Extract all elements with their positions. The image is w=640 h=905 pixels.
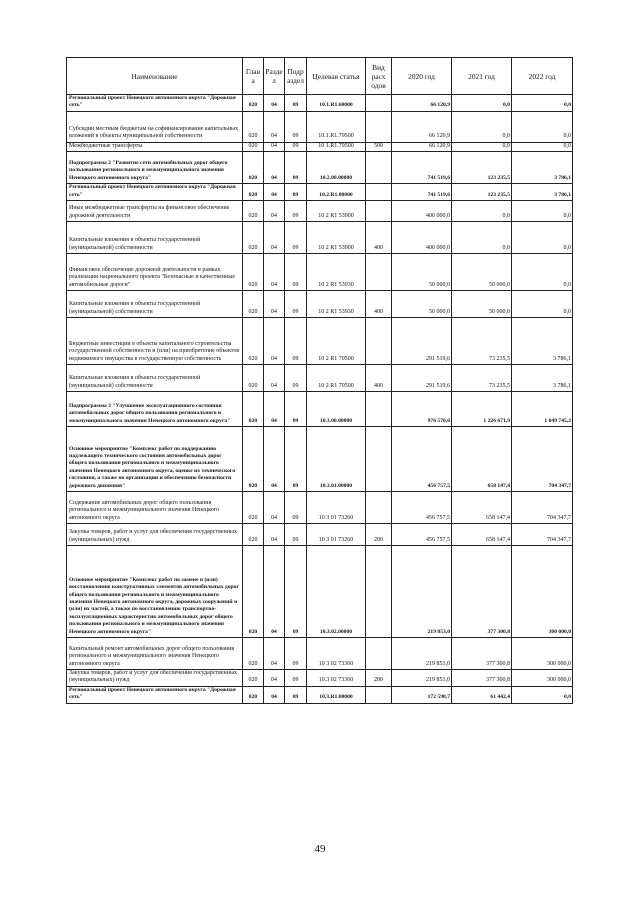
table-row — [67, 392, 573, 427]
row-target-article: 10.3.R1.00000 — [307, 686, 366, 703]
row-glava: 020 — [243, 638, 264, 670]
row-amount-2020: 456 757,5 — [392, 492, 452, 524]
row-amount-2021: 123 235,5 — [452, 184, 512, 201]
row-expense-type: 200 — [366, 670, 392, 687]
row-amount-2020: 291 519,6 — [392, 365, 452, 392]
row-amount-2020: 66 120,9 — [392, 111, 452, 142]
row-amount-2020: 66 120,9 — [392, 142, 452, 151]
row-amount-2020: 219 853,0 — [392, 546, 452, 638]
row-glava: 020 — [243, 152, 264, 184]
row-razdel: 04 — [264, 222, 285, 254]
header-year-2022: 2022 год — [512, 58, 573, 95]
row-name: Капитальные вложения в объекты государственной (муниципальной) собственности — [67, 291, 243, 318]
row-target-article: 10.3.02.00000 — [307, 546, 366, 638]
table-row — [67, 152, 573, 184]
row-target-article: 10.1.R1.60000 — [307, 95, 366, 112]
row-expense-type: 200 — [366, 524, 392, 546]
row-amount-2021: 377 300,8 — [452, 638, 512, 670]
row-razdel: 04 — [264, 111, 285, 142]
row-glava: 020 — [243, 546, 264, 638]
table-row — [67, 318, 573, 365]
row-name: Основное мероприятие "Комплекс работ по замене и (или) восстановлению конструктивных элементов автомобильных дорог общего пользования регионального и межмуниципального значения Ненецкого автономного округа, дорожных сооружений и (или) их частей, а также по восстановлению транспортно-эксплуатационных характеристик автомобильных дорог общего пользования регионального и межмуниципального значения Ненецкого автономного округа" — [67, 546, 243, 638]
row-amount-2021: 73 235,5 — [452, 318, 512, 365]
table-row — [67, 670, 573, 687]
row-target-article: 10 2 R1 53930 — [307, 291, 366, 318]
row-glava: 020 — [243, 95, 264, 112]
row-amount-2022: 0,0 — [512, 222, 573, 254]
row-podrazdel: 09 — [285, 670, 307, 687]
row-target-article: 10 2 R1 70500 — [307, 365, 366, 392]
row-amount-2021: 50 000,0 — [452, 254, 512, 291]
header-year-2021: 2021 год — [452, 58, 512, 95]
row-razdel: 04 — [264, 524, 285, 546]
header-glava: Глав а — [243, 58, 264, 95]
row-glava: 020 — [243, 670, 264, 687]
header-expense-type: Вид расх одов — [366, 58, 392, 95]
header-row — [67, 58, 573, 95]
table-row — [67, 524, 573, 546]
row-amount-2020: 400 000,0 — [392, 201, 452, 222]
row-amount-2021: 0,0 — [452, 111, 512, 142]
row-amount-2021: 0,0 — [452, 201, 512, 222]
row-amount-2022: 0,0 — [512, 686, 573, 703]
row-glava: 020 — [243, 392, 264, 427]
row-name: Региональный проект Ненецкого автономного округа "Дорожная сеть" — [67, 184, 243, 201]
row-name: Межбюджетные трансферты — [67, 142, 243, 151]
row-amount-2020: 741 519,6 — [392, 184, 452, 201]
row-amount-2021: 73 235,5 — [452, 365, 512, 392]
row-expense-type — [366, 318, 392, 365]
row-amount-2021: 61 442,4 — [452, 686, 512, 703]
row-razdel: 04 — [264, 546, 285, 638]
row-target-article: 10 3 01 73260 — [307, 524, 366, 546]
row-podrazdel: 09 — [285, 638, 307, 670]
row-expense-type — [366, 152, 392, 184]
row-target-article: 10.3 02 73360 — [307, 670, 366, 687]
table-row — [67, 201, 573, 222]
row-expense-type: 400 — [366, 365, 392, 392]
table-row — [67, 546, 573, 638]
table-row — [67, 111, 573, 142]
row-podrazdel: 09 — [285, 254, 307, 291]
row-amount-2020: 219 853,0 — [392, 670, 452, 687]
row-glava: 020 — [243, 142, 264, 151]
row-glava: 020 — [243, 254, 264, 291]
row-expense-type — [366, 95, 392, 112]
row-amount-2022: 3 786,1 — [512, 152, 573, 184]
row-target-article: 10.2.R1.00000 — [307, 184, 366, 201]
table-row — [67, 492, 573, 524]
row-expense-type — [366, 392, 392, 427]
row-razdel: 04 — [264, 95, 285, 112]
budget-table — [66, 57, 573, 704]
row-razdel: 04 — [264, 427, 285, 492]
row-podrazdel: 09 — [285, 142, 307, 151]
row-name: Капитальные вложения в объекты государственной (муниципальной) собственности — [67, 222, 243, 254]
row-amount-2022: 3 786,1 — [512, 318, 573, 365]
row-amount-2021: 50 000,0 — [452, 291, 512, 318]
row-target-article: 10.2.00.00000 — [307, 152, 366, 184]
table-row — [67, 686, 573, 703]
row-podrazdel: 09 — [285, 546, 307, 638]
row-amount-2021: 658 147,4 — [452, 492, 512, 524]
row-amount-2020: 741 519,6 — [392, 152, 452, 184]
table-row — [67, 427, 573, 492]
row-amount-2020: 291 519,6 — [392, 318, 452, 365]
table-row — [67, 142, 573, 151]
row-amount-2020: 976 576,6 — [392, 392, 452, 427]
row-razdel: 04 — [264, 291, 285, 318]
row-name: Содержание автомобильных дорог общего пользования регионального и межмуниципального значения Ненецкого автономного округа — [67, 492, 243, 524]
row-razdel: 04 — [264, 254, 285, 291]
row-expense-type: 400 — [366, 222, 392, 254]
row-name: Закупка товаров, работ и услуг для обеспечения государственных (муниципальных) нужд — [67, 524, 243, 546]
row-amount-2022: 300 000,0 — [512, 638, 573, 670]
row-podrazdel: 09 — [285, 524, 307, 546]
row-name: Субсидии местным бюджетам на софинансирование капитальных вложений в объекты муниципальной собственности — [67, 111, 243, 142]
row-target-article: 10 3 02 73360 — [307, 638, 366, 670]
row-amount-2020: 50 000,0 — [392, 254, 452, 291]
row-name: Подпрограмма 3 "Улучшение эксплуатационного состояния автомобильных дорог общего пользования регионального и межмуниципального значения Ненецкого автономного округа" — [67, 392, 243, 427]
row-amount-2022: 0,0 — [512, 201, 573, 222]
row-expense-type — [366, 492, 392, 524]
row-podrazdel: 09 — [285, 201, 307, 222]
row-amount-2021: 377 300,8 — [452, 546, 512, 638]
row-razdel: 04 — [264, 670, 285, 687]
row-name: Бюджетные инвестиции в объекты капитального строительства государственной собственности и (или) на приобретение объектов недвижимого имущества в государственную собственность — [67, 318, 243, 365]
row-amount-2021: 0,0 — [452, 222, 512, 254]
row-amount-2021: 658 147,4 — [452, 524, 512, 546]
table-row — [67, 222, 573, 254]
row-podrazdel: 09 — [285, 184, 307, 201]
row-glava: 020 — [243, 222, 264, 254]
row-podrazdel: 09 — [285, 427, 307, 492]
row-amount-2020: 456 757,5 — [392, 524, 452, 546]
table-row — [67, 184, 573, 201]
row-name: Региональный проект Ненецкого автономного округа "Дорожная сеть" — [67, 95, 243, 112]
row-glava: 020 — [243, 686, 264, 703]
row-amount-2022: 300 000,0 — [512, 670, 573, 687]
row-name: Закупка товаров, работ и услуг для обеспечения государственных (муниципальных) нужд — [67, 670, 243, 687]
row-target-article: 10 2 R1 53900 — [307, 201, 366, 222]
row-target-article: 10.1.R1.79500 — [307, 111, 366, 142]
row-expense-type — [366, 111, 392, 142]
row-podrazdel: 09 — [285, 111, 307, 142]
row-name: Иные межбюджетные трансферты на финансовое обеспечение дорожной деятельности — [67, 201, 243, 222]
row-razdel: 04 — [264, 392, 285, 427]
row-expense-type — [366, 638, 392, 670]
header-razdel: Разде л — [264, 58, 285, 95]
row-razdel: 04 — [264, 184, 285, 201]
table-row — [67, 638, 573, 670]
row-razdel: 04 — [264, 152, 285, 184]
row-amount-2020: 456 757,5 — [392, 427, 452, 492]
row-podrazdel: 09 — [285, 222, 307, 254]
row-podrazdel: 09 — [285, 152, 307, 184]
row-glava: 020 — [243, 365, 264, 392]
row-amount-2022: 704 347,7 — [512, 524, 573, 546]
row-razdel: 04 — [264, 686, 285, 703]
header-name: Наименование — [67, 58, 243, 95]
row-glava: 020 — [243, 318, 264, 365]
header-year-2020: 2020 год — [392, 58, 452, 95]
table-row — [67, 365, 573, 392]
row-amount-2020: 172 598,7 — [392, 686, 452, 703]
row-amount-2021: 377 300,8 — [452, 670, 512, 687]
row-amount-2021: 0,0 — [452, 95, 512, 112]
row-glava: 020 — [243, 524, 264, 546]
row-razdel: 04 — [264, 142, 285, 151]
row-name: Капитальный ремонт автомобильных дорог общего пользования регионального и межмуниципального значения Ненецкого автономного округа — [67, 638, 243, 670]
row-name: Региональный проект Ненецкого автономного округа "Дорожная сеть" — [67, 686, 243, 703]
row-razdel: 04 — [264, 492, 285, 524]
table-row — [67, 254, 573, 291]
row-target-article: 10.3.00.00000 — [307, 392, 366, 427]
row-razdel: 04 — [264, 201, 285, 222]
row-amount-2022: 0,0 — [512, 111, 573, 142]
row-target-article: 10 1.R1.79500 — [307, 142, 366, 151]
row-amount-2022: 300 000,0 — [512, 546, 573, 638]
row-amount-2020: 219 853,0 — [392, 638, 452, 670]
row-expense-type: 500 — [366, 142, 392, 151]
row-amount-2022: 0,0 — [512, 254, 573, 291]
row-amount-2022: 3 786,1 — [512, 365, 573, 392]
row-expense-type — [366, 184, 392, 201]
row-amount-2021: 123 235,5 — [452, 152, 512, 184]
row-glava: 020 — [243, 492, 264, 524]
page-number: 49 — [314, 843, 326, 855]
row-expense-type — [366, 686, 392, 703]
row-expense-type — [366, 546, 392, 638]
row-amount-2020: 400 000,0 — [392, 222, 452, 254]
table-row — [67, 95, 573, 112]
row-amount-2021: 1 226 671,9 — [452, 392, 512, 427]
row-podrazdel: 09 — [285, 686, 307, 703]
row-glava: 020 — [243, 427, 264, 492]
row-name: Финансовое обеспечение дорожной деятельности в рамках реализации национального проекта "Безопасные и качественные автомобильные дороги" — [67, 254, 243, 291]
row-name: Основное мероприятие "Комплекс работ по поддержанию надлежащего технического состояния автомобильных дорог общего пользования регионального и межмуниципального значения Ненецкого автономного округа, оценке их технического состояния, а также по организации и обеспечению безопасности дорожного движения" — [67, 427, 243, 492]
row-amount-2021: 0,0 — [452, 142, 512, 151]
row-amount-2021: 658 147,4 — [452, 427, 512, 492]
row-target-article: 10 2 R1 53900 — [307, 222, 366, 254]
row-target-article: 10 3 01 73260 — [307, 492, 366, 524]
row-expense-type — [366, 201, 392, 222]
row-razdel: 04 — [264, 365, 285, 392]
row-podrazdel: 09 — [285, 318, 307, 365]
row-target-article: 10.3.01.00000 — [307, 427, 366, 492]
row-podrazdel: 09 — [285, 365, 307, 392]
row-podrazdel: 09 — [285, 392, 307, 427]
row-glava: 020 — [243, 184, 264, 201]
row-podrazdel: 09 — [285, 95, 307, 112]
row-glava: 020 — [243, 291, 264, 318]
row-amount-2020: 66 120,9 — [392, 95, 452, 112]
row-target-article: 10 2 R1 70500 — [307, 318, 366, 365]
row-expense-type: 400 — [366, 291, 392, 318]
row-name: Подпрограмма 2 "Развитие сети автомобильных дорог общего пользования регионального и межмуниципального значения Ненецкого автономного округа" — [67, 152, 243, 184]
row-podrazdel: 09 — [285, 492, 307, 524]
row-amount-2022: 0,0 — [512, 142, 573, 151]
row-amount-2022: 704 347,7 — [512, 427, 573, 492]
row-amount-2022: 0,0 — [512, 95, 573, 112]
table-row — [67, 291, 573, 318]
row-amount-2022: 1 049 745,2 — [512, 392, 573, 427]
row-glava: 020 — [243, 201, 264, 222]
row-amount-2022: 0,0 — [512, 291, 573, 318]
header-podrazdel: Подр аздел — [285, 58, 307, 95]
row-expense-type — [366, 427, 392, 492]
row-glava: 020 — [243, 111, 264, 142]
row-name: Капитальные вложения в объекты государственной (муниципальной) собственности — [67, 365, 243, 392]
row-podrazdel: 09 — [285, 291, 307, 318]
row-amount-2022: 3 786,1 — [512, 184, 573, 201]
header-target-article: Целевая статья — [307, 58, 366, 95]
row-amount-2020: 50 000,0 — [392, 291, 452, 318]
row-razdel: 04 — [264, 638, 285, 670]
row-razdel: 04 — [264, 318, 285, 365]
row-amount-2022: 704 347,7 — [512, 492, 573, 524]
row-target-article: 10 2 R1 53930 — [307, 254, 366, 291]
row-expense-type — [366, 254, 392, 291]
